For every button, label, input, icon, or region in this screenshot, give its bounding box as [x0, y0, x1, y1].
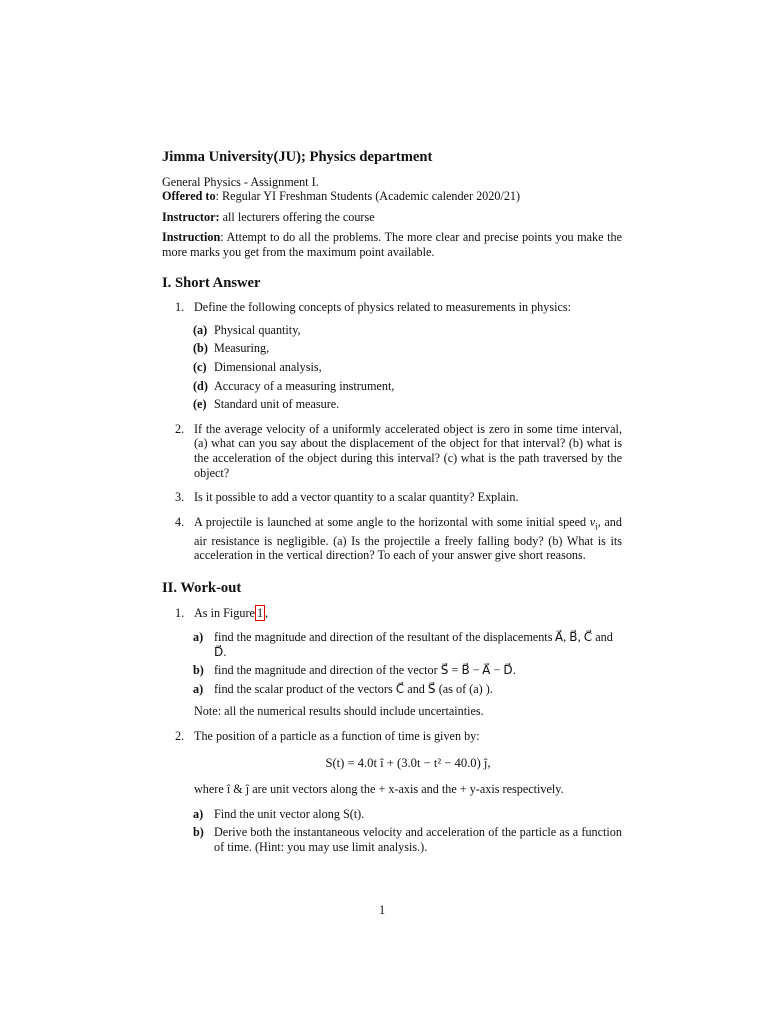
sub-item-b: (b) Measuring, — [193, 341, 270, 356]
instructor-label: Instructor: — [162, 209, 220, 224]
offered-text: : Regular YI Freshman Students (Academic calender 2020/21) — [215, 189, 521, 204]
workout2-part-b: b) Derive both the instantaneous velocity and acceleration of the particle as a function of time. (Hint: you may use limit analysis.). — [193, 825, 622, 855]
short-question-4: 4. A projectile is launched at some angle to the horizontal with some initial speed $v_i$, and air resistance is negligible. (a) Is the projectile a freely falling body? (b) What is its acceleration in the vertical direction? To each of your answer give short reasons. — [175, 514, 622, 563]
document-title: Jimma University(JU); Physics department — [162, 149, 433, 165]
question-text: Define the following concepts of physics related to measurements in physics: — [194, 300, 572, 315]
instruction-text: : Attempt to do all the problems. The more clear and precise points you make the more marks you get from the maximum point available. — [162, 230, 622, 259]
workout-part-b: b) find the magnitude and direction of the vector S⃗ = B⃗ − A⃗ − D⃗. — [193, 663, 516, 678]
instruction-label: Instruction — [162, 230, 221, 245]
workout-question-2: 2. The position of a particle as a function of time is given by: — [175, 729, 480, 744]
instructor-text: all lecturers offering the course — [219, 209, 375, 224]
sub-item-a: (a) Physical quantity, — [193, 322, 301, 337]
position-equation: S(t) = 4.0t î + (3.0t − t² − 40.0) ĵ, — [325, 755, 491, 770]
workout-part-a: a) find the magnitude and direction of the resultant of the displacements A⃗, B⃗, C⃗ and D⃗. — [193, 630, 613, 659]
workout-heading: II. Work-out — [162, 579, 242, 596]
sub-item-e: (e) Standard unit of measure. — [193, 397, 340, 412]
document-page — [162, 150, 622, 859]
offered-label: Offered to — [162, 189, 216, 204]
short-question-2: 2. If the average velocity of a uniformly accelerated object is zero in some time interval, (a) what can you say about the displacement of the object for that interval? (b) what is the acceleration of the object during this interval? (c) what is the path traversed by the object? — [175, 421, 622, 480]
workout2-part-a: a) Find the unit vector along S(t). — [193, 806, 365, 821]
instructor-line — [162, 210, 622, 225]
course-name: General Physics - Assignment I. — [162, 174, 319, 189]
figure-reference-link[interactable]: 1 — [256, 605, 264, 620]
question-number: 1. — [175, 300, 185, 315]
offered-to-line — [162, 189, 622, 204]
unit-vector-explanation: where î & ĵ are unit vectors along the + x-axis and the + y-axis respectively. — [194, 782, 564, 797]
short-answer-heading: I. Short Answer — [162, 274, 261, 291]
short-question-3: 3. Is it possible to add a vector quantity to a scalar quantity? Explain. — [175, 490, 519, 505]
workout-question-1: 1. As in Figure 1 , — [175, 605, 269, 620]
sub-item-d: (d) Accuracy of a measuring instrument, — [193, 378, 395, 393]
instruction-line — [162, 230, 622, 259]
sub-item-c: (c) Dimensional analysis, — [193, 359, 322, 374]
page-number: 1 — [379, 903, 386, 917]
uncertainty-note: Note: all the numerical results should include uncertainties. — [194, 704, 484, 719]
short-question-1 — [162, 300, 622, 315]
workout-part-a2: a) find the scalar product of the vectors C⃗ and S⃗ (as of (a) ). — [193, 681, 493, 696]
